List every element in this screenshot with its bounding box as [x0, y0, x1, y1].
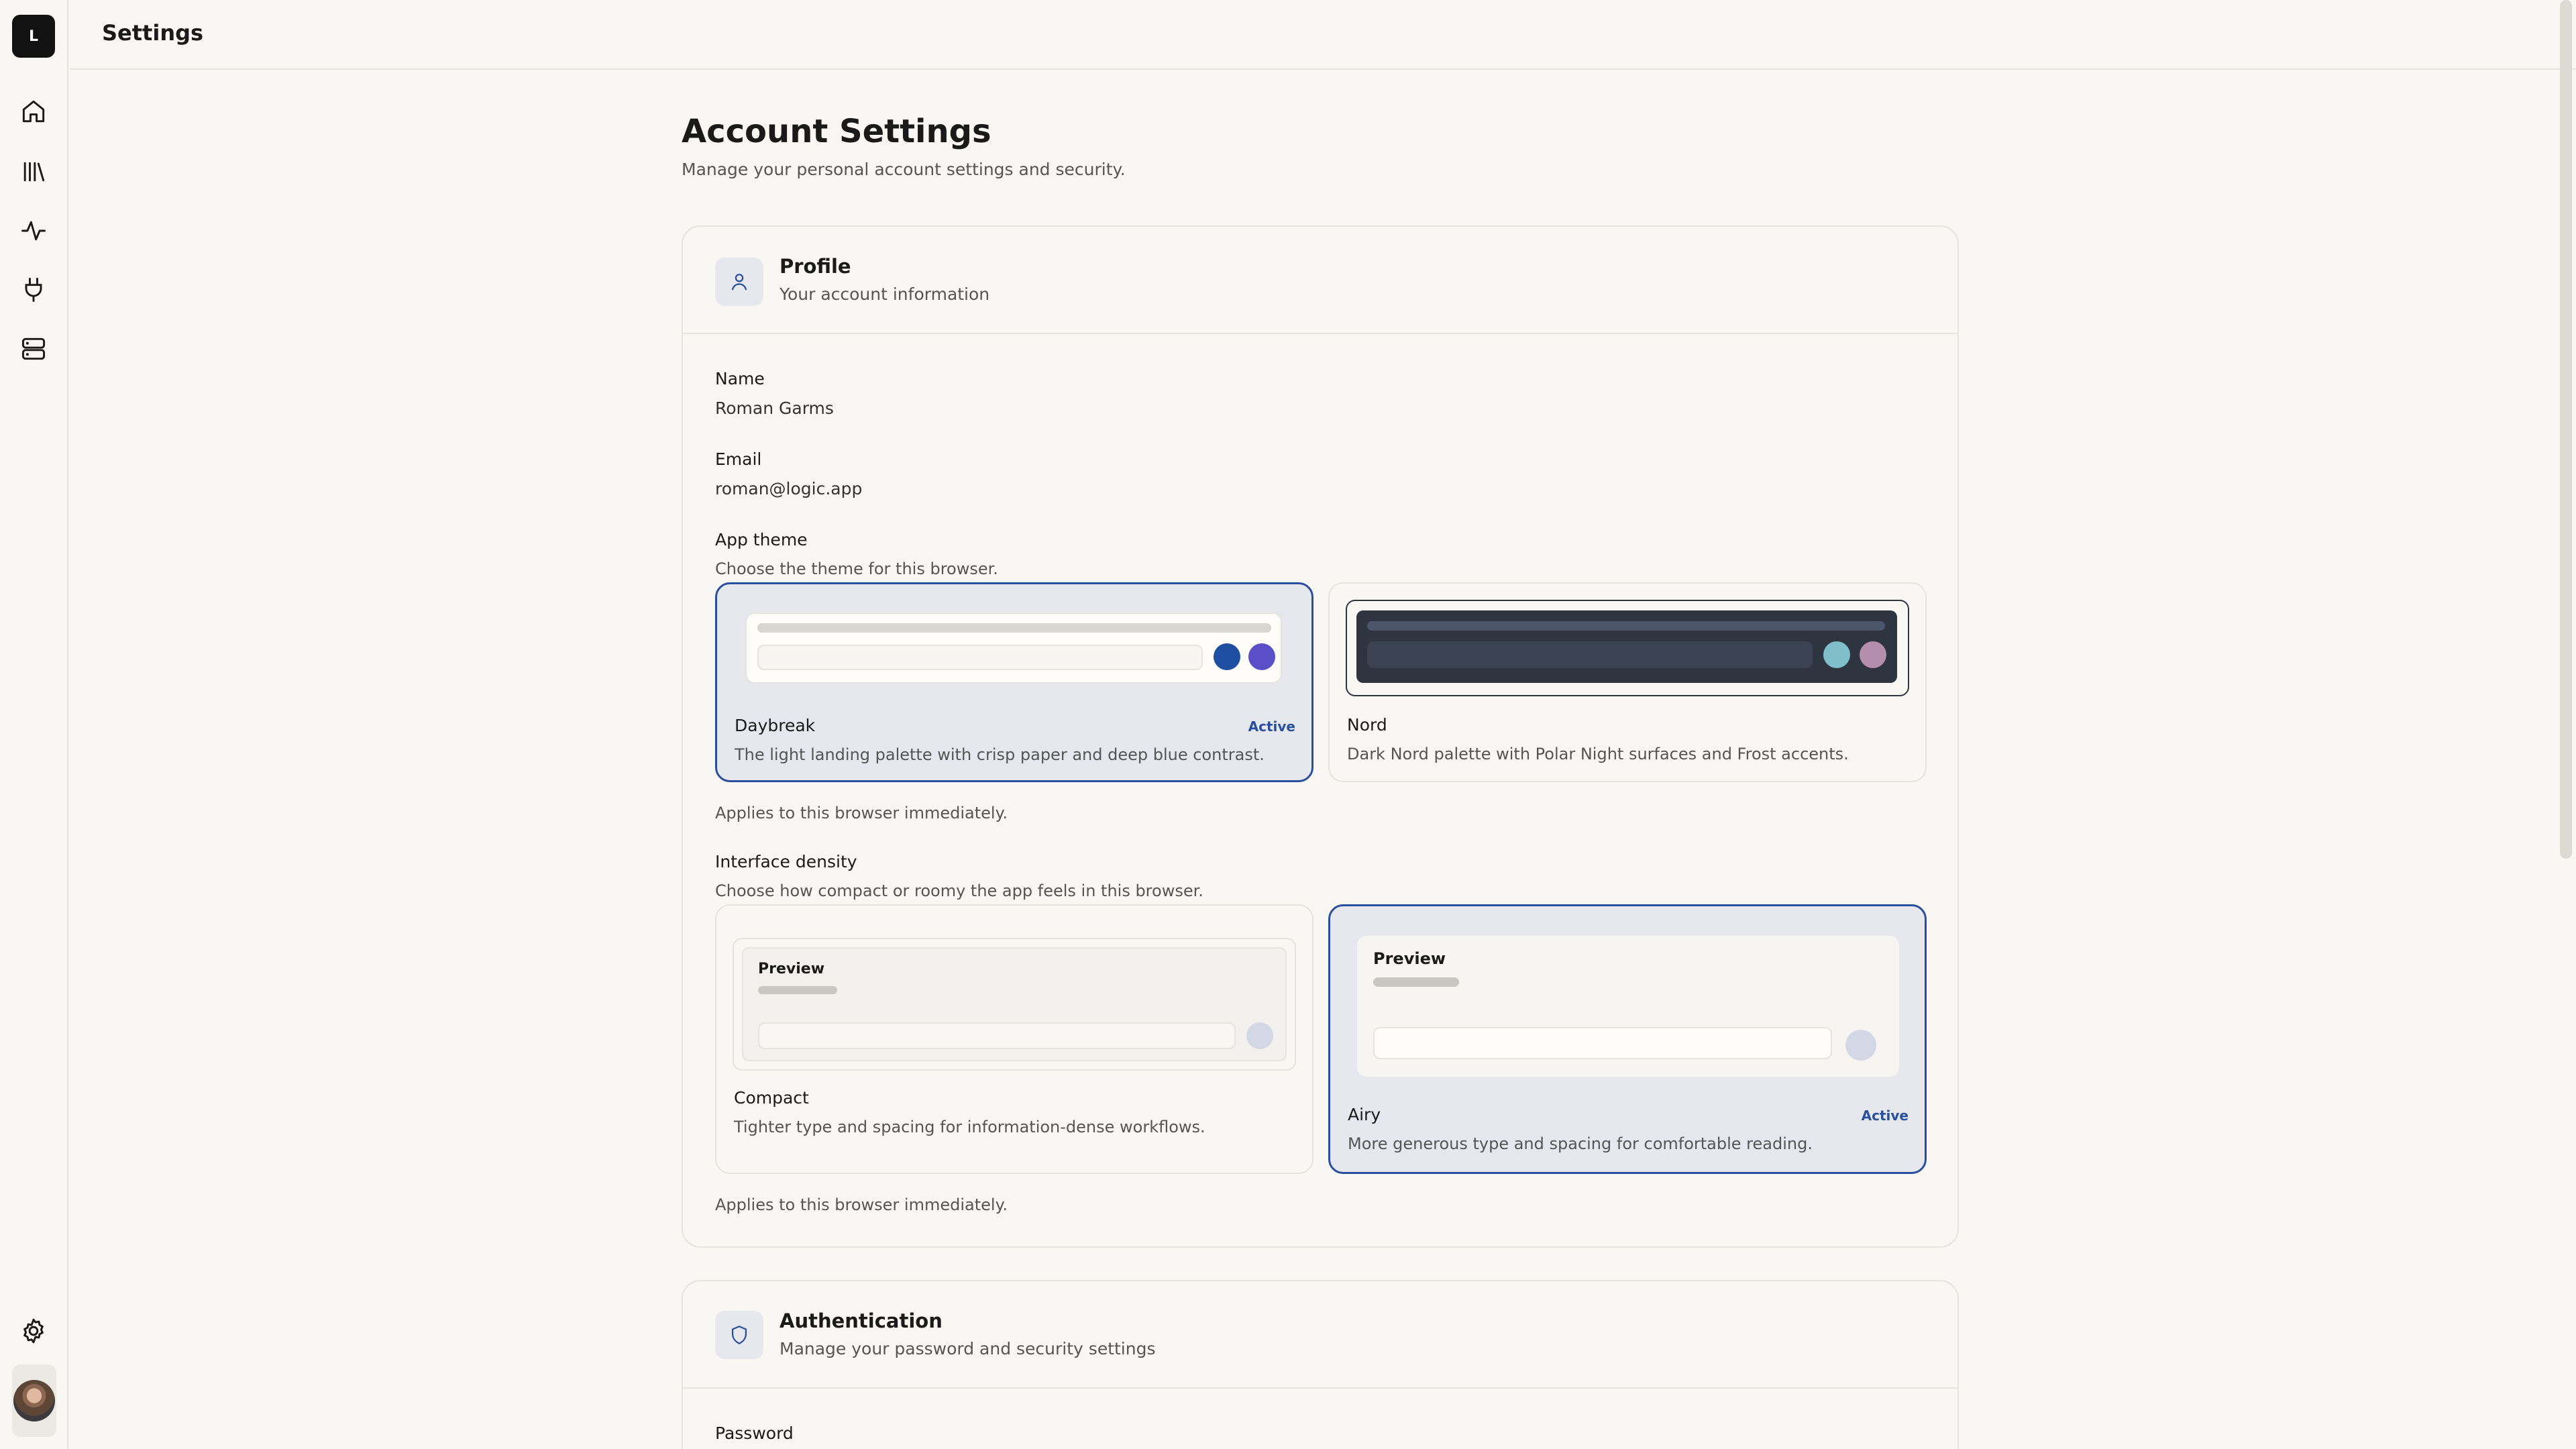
profile-subtitle: Your account information [780, 284, 990, 304]
home-icon[interactable] [17, 95, 50, 127]
density-option-airy[interactable] [1328, 904, 1927, 1174]
density-option-name: Airy [1348, 1105, 1381, 1124]
active-badge: Active [1861, 1108, 1909, 1124]
authentication-subtitle: Manage your password and security settings [780, 1339, 1156, 1358]
compact-preview [742, 947, 1287, 1061]
theme-option-desc: The light landing palette with crisp paper and deep blue contrast. [735, 745, 1265, 764]
name-label: Name [715, 369, 765, 388]
accent-swatch-1 [1214, 643, 1240, 670]
password-label: Password [715, 1424, 794, 1443]
airy-preview [1357, 936, 1899, 1077]
shield-icon [715, 1311, 763, 1359]
profile-card [682, 225, 1959, 1248]
accent-swatch-1 [1823, 641, 1850, 668]
density-label: Interface density [715, 852, 857, 871]
density-option-name: Compact [734, 1088, 809, 1108]
user-icon [715, 258, 763, 306]
page-subtitle: Manage your personal account settings and security. [682, 160, 1126, 179]
activity-icon[interactable] [17, 215, 50, 247]
scrollbar[interactable] [2560, 0, 2572, 859]
email-label: Email [715, 449, 762, 469]
theme-option-nord[interactable] [1328, 582, 1927, 782]
preview-field [1373, 1027, 1832, 1059]
nord-preview-frame [1346, 600, 1909, 696]
theme-option-name: Nord [1347, 715, 1387, 735]
preview-dot [1845, 1030, 1876, 1061]
avatar-image [13, 1380, 55, 1421]
email-value: roman@logic.app [715, 479, 863, 498]
page-title: Account Settings [682, 113, 991, 150]
authentication-title: Authentication [780, 1309, 943, 1332]
preview-heading: Preview [1373, 949, 1446, 968]
density-option-desc: Tighter type and spacing for information-dense workflows. [734, 1118, 1205, 1136]
preview-field [1367, 641, 1813, 668]
preview-header-bar [1367, 621, 1885, 631]
profile-card-header [683, 227, 1957, 334]
theme-option-daybreak[interactable] [715, 582, 1313, 782]
preview-text-bar [1373, 977, 1459, 987]
density-hint: Choose how compact or roomy the app feels in this browser. [715, 881, 1203, 900]
accent-swatch-2 [1248, 643, 1275, 670]
preview-field [757, 645, 1203, 670]
nord-preview [1356, 610, 1897, 683]
gear-icon[interactable] [17, 1315, 50, 1347]
preview-dot [1246, 1022, 1273, 1049]
authentication-card [682, 1280, 1959, 1449]
accent-swatch-2 [1860, 641, 1886, 668]
active-badge: Active [1248, 718, 1295, 735]
sidebar [0, 0, 68, 1449]
top-bar [70, 0, 2576, 70]
authentication-card-header [683, 1281, 1957, 1389]
density-option-desc: More generous type and spacing for comfortable reading. [1348, 1134, 1813, 1153]
theme-option-desc: Dark Nord palette with Polar Night surfaces and Frost accents. [1347, 745, 1849, 763]
profile-title: Profile [780, 255, 851, 278]
theme-label: App theme [715, 530, 808, 549]
plug-icon[interactable] [17, 274, 50, 306]
preview-header-bar [757, 623, 1271, 633]
preview-field [758, 1022, 1236, 1049]
density-option-compact[interactable] [715, 904, 1313, 1174]
density-footer: Applies to this browser immediately. [715, 1195, 1008, 1214]
preview-text-bar [758, 986, 837, 994]
daybreak-preview [745, 612, 1282, 684]
theme-footer: Applies to this browser immediately. [715, 804, 1008, 822]
preview-heading: Preview [758, 961, 825, 977]
name-value: Roman Garms [715, 398, 834, 418]
theme-hint: Choose the theme for this browser. [715, 559, 998, 578]
library-icon[interactable] [17, 156, 50, 188]
theme-option-name: Daybreak [735, 716, 816, 735]
app-logo[interactable]: L [12, 15, 55, 58]
avatar[interactable] [12, 1364, 56, 1437]
server-icon[interactable] [17, 333, 50, 365]
top-bar-title: Settings [102, 20, 204, 46]
compact-preview-frame [733, 938, 1296, 1071]
